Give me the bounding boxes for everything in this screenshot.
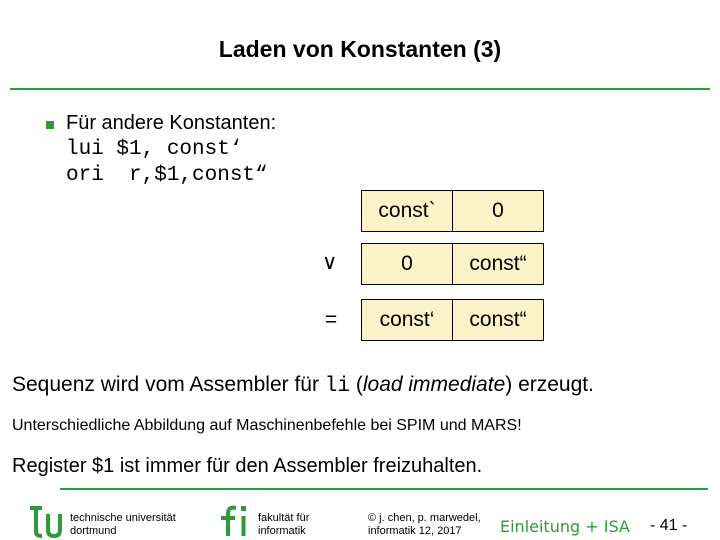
sequenz-text-c: ) erzeugt. <box>505 373 594 396</box>
register-text: Register $1 ist immer für den Assembler freizuhalten. <box>12 455 483 477</box>
footer-copyright-line2: informatik 12, 2017 <box>368 525 462 537</box>
footer-copyright <box>368 512 481 538</box>
sequenz-text <box>12 373 594 398</box>
footer-topic: Einleitung + ISA <box>500 517 630 536</box>
footer-university-line1: technische universität <box>70 512 176 524</box>
slide-title: Laden von Konstanten (3) <box>218 36 502 62</box>
sequenz-code: li <box>324 375 351 398</box>
row1-low-cell: 0 <box>452 190 544 232</box>
bullet-square-icon <box>46 121 54 129</box>
unterschied-text: Unterschiedliche Abbildung auf Maschinenbefehle bei SPIM und MARS! <box>12 417 522 434</box>
bullet-text: Für andere Konstanten: <box>66 112 277 134</box>
sequenz-text-a: Sequenz wird vom Assembler für <box>12 373 325 396</box>
footer-university-line2: dortmund <box>70 525 117 537</box>
row1-high-cell: const` <box>361 190 453 232</box>
row3-high-cell: const‘ <box>361 299 453 341</box>
footer-faculty-line1: fakultät für <box>258 512 310 524</box>
code-line-ori: ori r,$1,const“ <box>66 164 268 187</box>
equals-operator: = <box>325 308 338 331</box>
code-line-lui: lui $1, const‘ <box>66 138 243 161</box>
row2-high-cell: 0 <box>361 243 453 285</box>
footer-faculty-line2: informatik <box>258 525 306 537</box>
row2-low-cell: const“ <box>452 243 544 285</box>
footer-divider <box>60 488 708 490</box>
page-number: - 41 - <box>650 517 688 534</box>
footer-university <box>70 512 176 538</box>
sequenz-italic: load immediate <box>362 373 506 396</box>
sequenz-text-b: ( <box>350 373 363 396</box>
fi-logo <box>218 504 252 538</box>
title-divider <box>10 88 710 90</box>
footer-copyright-line1: © j. chen, p. marwedel, <box>368 512 481 524</box>
or-operator: ∨ <box>322 251 338 274</box>
row3-low-cell: const“ <box>452 299 544 341</box>
footer-faculty <box>258 512 309 538</box>
tu-logo <box>28 504 64 538</box>
